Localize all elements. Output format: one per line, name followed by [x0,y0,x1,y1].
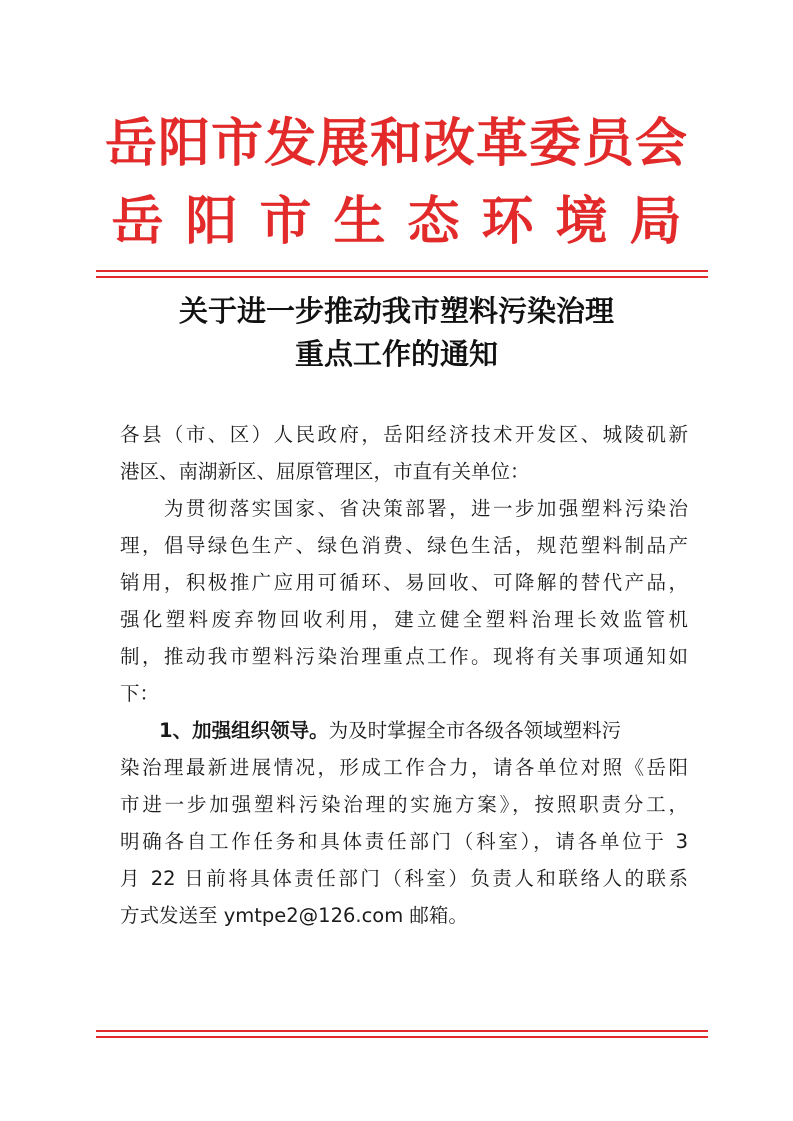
footer-divider-top [96,1030,708,1032]
document-title-line-1: 关于进一步推动我市塑料污染治理 [178,294,614,328]
header-divider-bottom [96,276,708,278]
issuing-org-line-2: 岳阳市生态环境局 [111,191,704,252]
item-1-heading: 1、加强组织领导。 [120,719,329,742]
paragraph-line: 染治理最新进展情况，形成工作合力，请各单位对照《岳阳 [120,756,688,779]
salutation-line: 港区、南湖新区、屈原管理区，市直有关单位： [120,460,530,483]
document-body [120,416,688,934]
paragraph-line: 制，推动我市塑料污染治理重点工作。现将有关事项通知如 [120,645,688,668]
footer-divider-bottom [96,1036,708,1038]
paragraph-line: 明确各自工作任务和具体责任部门（科室），请各单位于 3 [120,830,688,853]
header-divider-top [96,270,708,272]
paragraph-line: 强化塑料废弃物回收利用，建立健全塑料治理长效监管机 [120,608,688,631]
issuing-org-line-1: 岳阳市发展和改革委员会 [104,113,688,174]
paragraph-line: 月 22 日前将具体责任部门（科室）负责人和联络人的联系 [120,867,688,890]
salutation-line: 各县（市、区）人民政府，岳阳经济技术开发区、城陵矶新 [120,423,688,446]
item-1-first-line [120,712,688,749]
item-1-text: 为及时掌握全市各级各领域塑料污 [328,719,622,742]
document-title-line-2: 重点工作的通知 [294,337,498,371]
paragraph-line: 市进一步加强塑料污染治理的实施方案》，按照职责分工， [120,793,688,816]
paragraph-line: 为贯彻落实国家、省决策部署，进一步加强塑料污染治 [120,497,688,520]
paragraph-line: 下： [120,682,160,705]
paragraph-line: 方式发送至 ymtpe2@126.com 邮箱。 [120,904,468,927]
paragraph-line: 销用，积极推广应用可循环、易回收、可降解的替代产品， [120,571,688,594]
paragraph-line: 理，倡导绿色生产、绿色消费、绿色生活，规范塑料制品产 [120,534,688,557]
